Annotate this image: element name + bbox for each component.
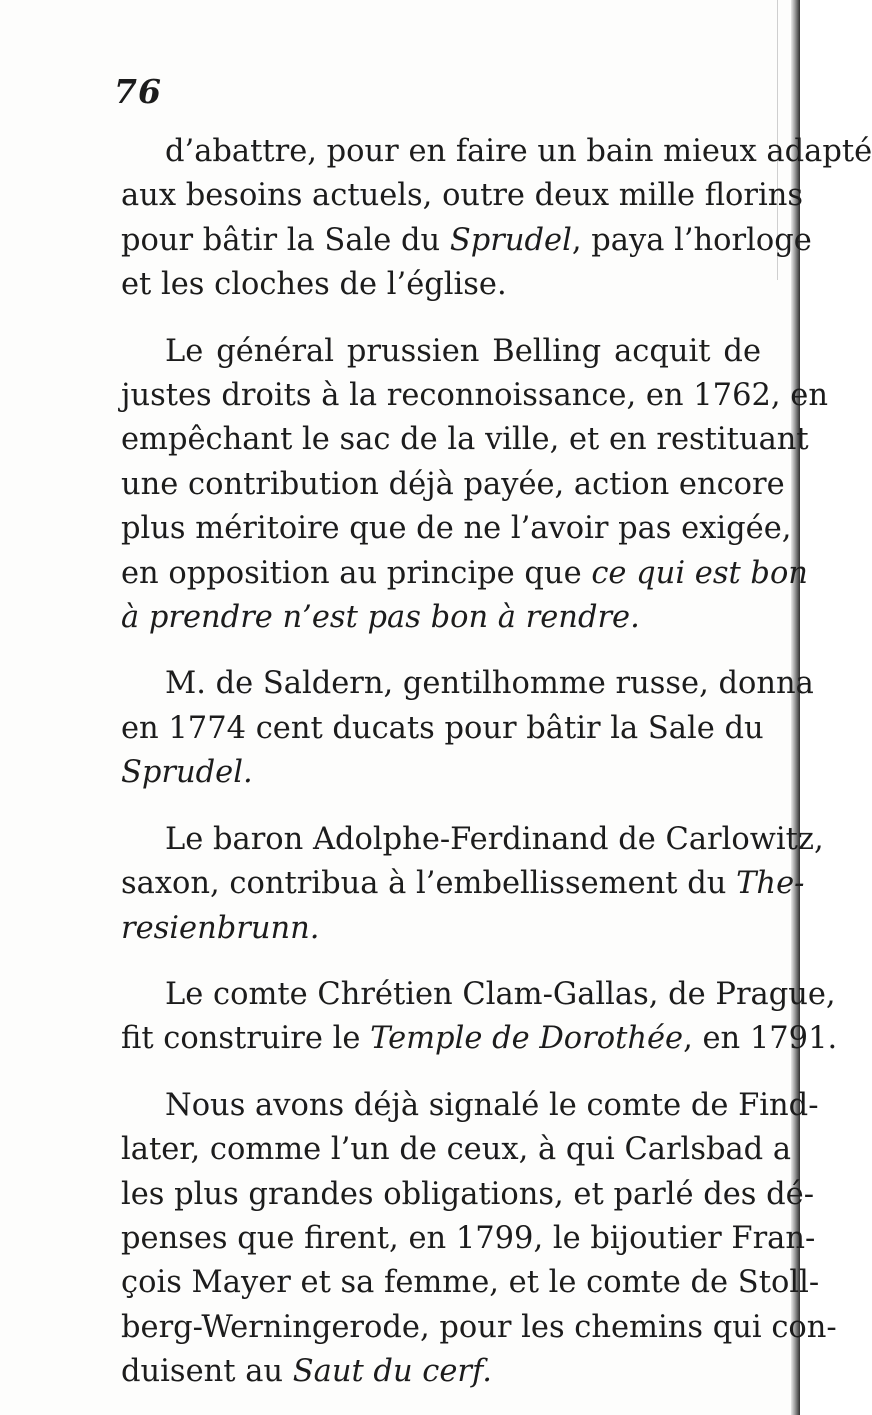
italic-text: The- bbox=[736, 866, 805, 902]
text-line bbox=[121, 552, 808, 596]
text-segment: justes droits à la reconnoissance, en 1762, en bbox=[121, 378, 828, 414]
text-line bbox=[121, 219, 812, 263]
italic-text: Sprudel bbox=[449, 222, 572, 258]
text-line bbox=[121, 1084, 819, 1128]
text-segment: duisent au bbox=[121, 1354, 293, 1390]
italic-text: resienbrunn. bbox=[121, 910, 320, 946]
text-line bbox=[121, 818, 824, 862]
paragraph-gap bbox=[121, 308, 761, 330]
text-segment: , en 1791. bbox=[683, 1021, 838, 1057]
paragraph-gap bbox=[121, 1062, 761, 1084]
text-segment: later, comme l’un de ceux, à qui Carlsbad a bbox=[121, 1132, 792, 1168]
text-line bbox=[121, 330, 761, 374]
text-segment: Le général prussien Belling acquit de bbox=[165, 333, 761, 369]
paragraph-gap bbox=[121, 640, 761, 662]
text-line bbox=[121, 1173, 815, 1217]
text-line bbox=[121, 907, 761, 951]
text-segment: Nous avons déjà signalé le comte de Find- bbox=[165, 1087, 819, 1123]
italic-text: Saut du cerf. bbox=[292, 1354, 492, 1390]
text-segment: penses que firent, en 1799, le bijoutier Fran- bbox=[121, 1220, 816, 1256]
text-segment: saxon, contribua à l’embellissement du bbox=[121, 866, 737, 902]
text-line bbox=[121, 707, 764, 751]
text-segment: d’abattre, pour en faire un bain mieux adapté bbox=[165, 134, 872, 169]
text-segment: en 1774 cent ducats pour bâtir la Sale du bbox=[121, 710, 764, 746]
text-segment: et les cloches de l’église. bbox=[121, 267, 507, 303]
text-line bbox=[121, 263, 761, 307]
page-number: 76 bbox=[114, 72, 162, 111]
italic-text: Temple de Dorothée bbox=[370, 1021, 684, 1057]
text-segment: les plus grandes obligations, et parlé des dé- bbox=[121, 1176, 815, 1212]
text-line bbox=[121, 751, 761, 795]
text-line bbox=[121, 374, 828, 418]
text-line bbox=[121, 862, 805, 906]
text-segment: M. de Saldern, gentilhomme russe, donna bbox=[165, 666, 814, 702]
text-segment: fit construire le bbox=[121, 1021, 371, 1057]
text-line bbox=[121, 418, 809, 462]
text-line bbox=[121, 507, 792, 551]
text-segment: une contribution déjà payée, action encore bbox=[121, 466, 785, 502]
text-segment: en opposition au principe que bbox=[121, 555, 592, 591]
text-line bbox=[121, 1306, 837, 1350]
text-segment: pour bâtir la Sale du bbox=[121, 222, 450, 258]
text-line bbox=[121, 662, 814, 706]
italic-text: ce qui est bon bbox=[591, 555, 808, 591]
text-line bbox=[121, 1217, 816, 1261]
paragraph-gap bbox=[121, 796, 761, 818]
text-line bbox=[121, 463, 785, 507]
text-segment: Le comte Chrétien Clam-Gallas, de Prague, bbox=[165, 976, 836, 1012]
text-segment: Le baron Adolphe-Ferdinand de Carlowitz, bbox=[165, 821, 824, 857]
text-segment: çois Mayer et sa femme, et le comte de Stoll- bbox=[121, 1265, 820, 1301]
body-text bbox=[121, 130, 872, 1395]
text-line bbox=[121, 130, 872, 174]
text-segment: , paya l’horloge bbox=[571, 222, 812, 258]
text-line bbox=[121, 1017, 838, 1061]
text-line bbox=[121, 596, 761, 640]
paragraph-gap bbox=[121, 951, 761, 973]
text-line bbox=[121, 1261, 820, 1305]
text-line bbox=[121, 174, 804, 218]
italic-text: à prendre n’est pas bon à rendre. bbox=[121, 600, 640, 636]
italic-text: Sprudel. bbox=[121, 755, 253, 791]
text-segment: berg-Werningerode, pour les chemins qui con- bbox=[121, 1309, 837, 1345]
text-segment: empêchant le sac de la ville, et en restituant bbox=[121, 422, 809, 458]
text-line bbox=[121, 1128, 792, 1172]
text-segment: plus méritoire que de ne l’avoir pas exigée, bbox=[121, 511, 792, 547]
text-line bbox=[121, 1350, 761, 1394]
text-segment: aux besoins actuels, outre deux mille florins bbox=[121, 178, 804, 214]
text-line bbox=[121, 973, 836, 1017]
